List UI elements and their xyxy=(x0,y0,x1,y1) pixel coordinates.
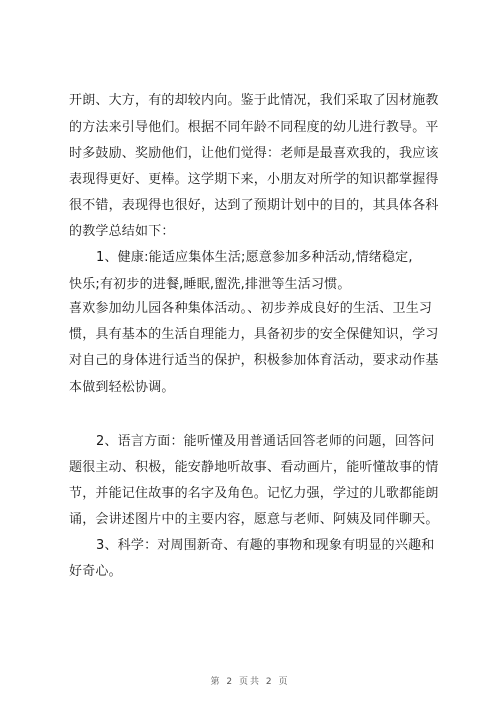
section-language-heading: 2、语言方面：能听懂及用普通话回答老师的问题，回答问 xyxy=(96,434,435,449)
paragraph-line: 好奇心。 xyxy=(69,564,122,579)
paragraph-line: 的方法来引导他们。根据不同年龄不同程度的幼儿进行教导。平 xyxy=(69,120,439,135)
section-health-heading: 1、健康:能适应集体生活;愿意参加多种活动,情绪稳定, xyxy=(96,250,413,265)
section-science-heading: 3、科学：对周围新奇、有趣的事物和现象有明显的兴趣和 xyxy=(96,538,435,553)
paragraph-line: 对自己的身体进行适当的保护，积极参加体育活动，要求动作基 xyxy=(69,353,439,368)
paragraph-line: 惯，具有基本的生活自理能力，具备初步的安全保健知识，学习 xyxy=(69,327,439,342)
page-number-footer: 第 2 页共 2 页 xyxy=(210,677,290,687)
paragraph-line: 喜欢参加幼儿园各种集体活动。、初步养成良好的生活、卫生习 xyxy=(69,301,433,316)
paragraph-line: 题很主动、积极，能安静地听故事、看动画片，能听懂故事的情 xyxy=(69,460,439,475)
paragraph-line: 很不错，表现得也很好，达到了预期计划中的目的，其具体各科 xyxy=(69,198,439,213)
paragraph-line: 开朗、大方，有的却较内向。鉴于此情况，我们采取了因材施教 xyxy=(69,93,439,108)
paragraph-line: 时多鼓励、奖励他们，让他们觉得：老师是最喜欢我的，我应该 xyxy=(69,146,439,161)
paragraph-line: 表现得更好、更棒。这学期下来，小朋友对所学的知识都掌握得 xyxy=(69,172,439,187)
paragraph-line: 本做到轻松协调。 xyxy=(69,380,175,395)
paragraph-line: 诵，会讲述图片中的主要内容，愿意与老师、阿姨及同伴聊天。 xyxy=(69,512,439,527)
paragraph-line: 节，并能记住故事的名字及角色。记忆力强，学过的儿歌都能朗 xyxy=(69,486,439,501)
paragraph-line: 的教学总结如下： xyxy=(69,224,175,239)
paragraph-line: 快乐;有初步的进餐,睡眠,盥洗,排泄等生活习惯。 xyxy=(69,277,351,292)
